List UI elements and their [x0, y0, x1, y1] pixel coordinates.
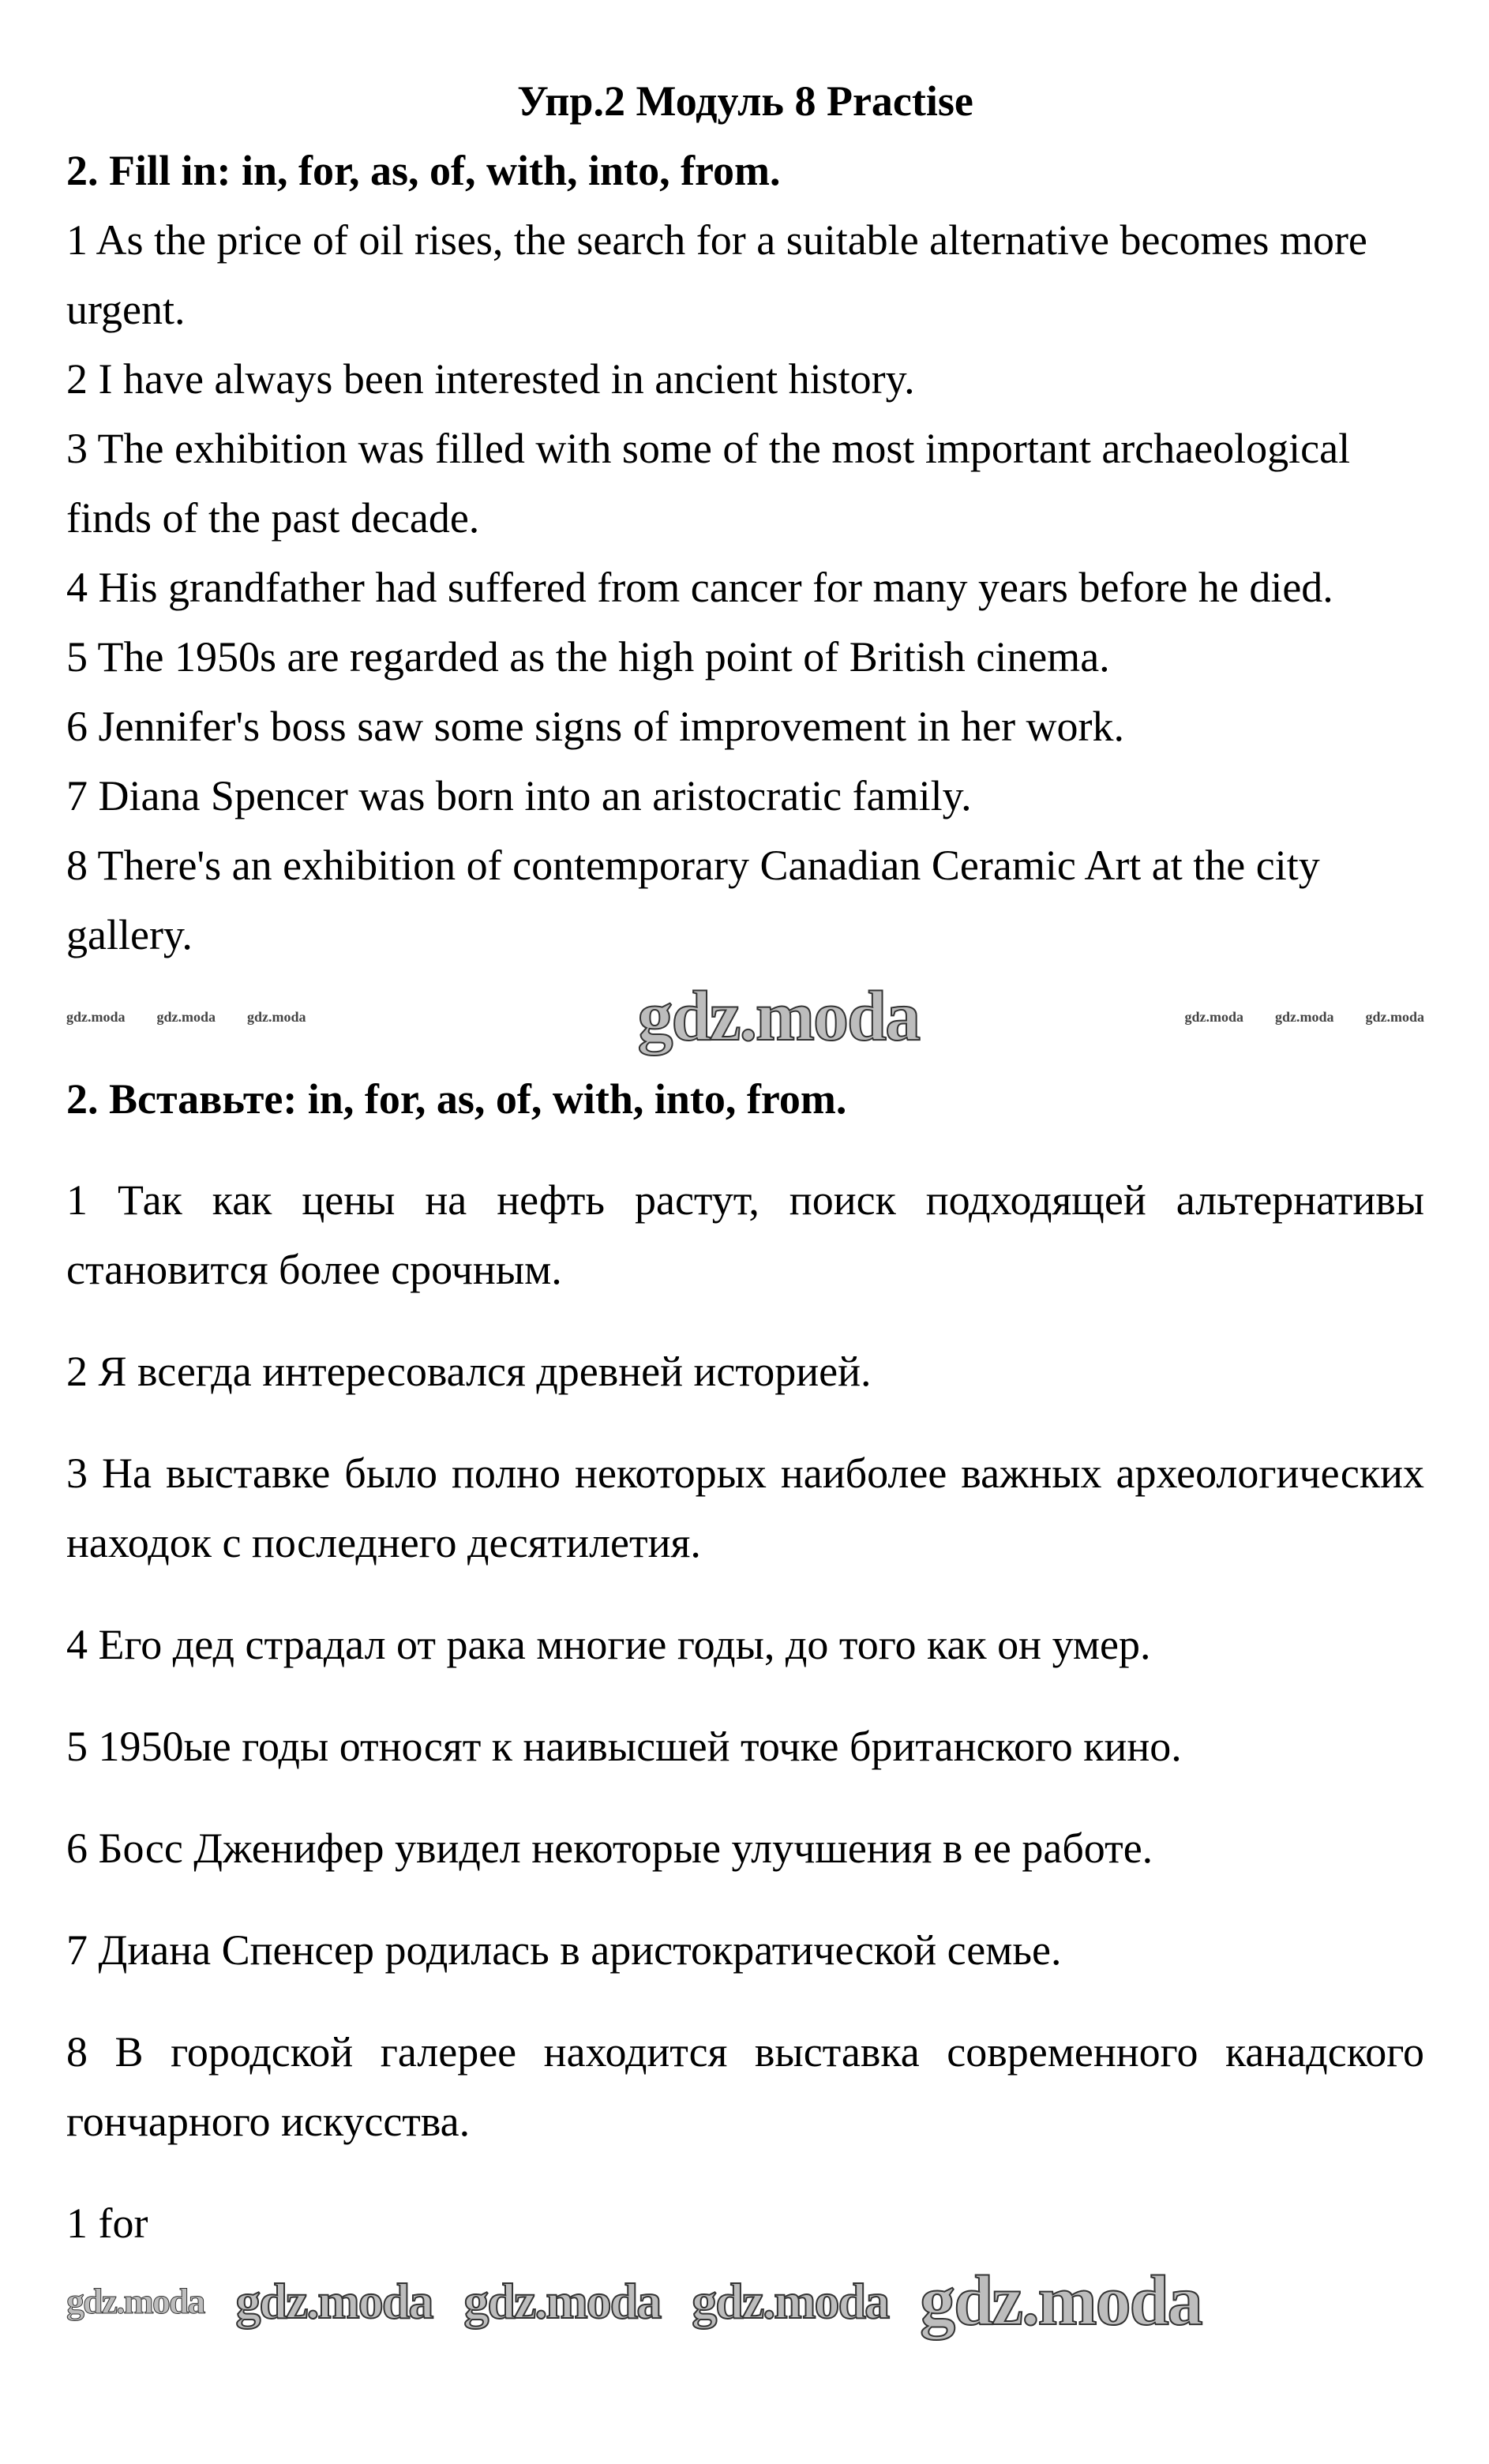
russian-item: 8 В городской галерее находится выставка современного канадского гончарного искусства. — [66, 2028, 1424, 2145]
russian-item: 6 Босс Дженифер увидел некоторые улучшения в ее работе. — [66, 1825, 1153, 1872]
watermark-row — [66, 2258, 1424, 2345]
russian-item: 5 1950ые годы относят к наивысшей точке британского кино. — [66, 1723, 1182, 1770]
watermark: gdz.moda — [463, 2273, 661, 2329]
watermark: gdz.moda — [637, 977, 920, 1056]
english-item: 6 Jennifer's boss saw some signs of improvement in her work. — [66, 703, 1125, 750]
watermark: gdz.moda — [1274, 1009, 1334, 1025]
watermark: gdz.moda — [692, 2273, 889, 2329]
russian-heading: 2. Вставьте: in, for, as, of, with, into, from. — [66, 1075, 847, 1123]
english-item: 7 Diana Spencer was born into an aristocratic family. — [66, 772, 972, 819]
english-item: 8 There's an exhibition of contemporary Canadian Ceramic Art at the city gallery. — [66, 842, 1320, 958]
russian-item: 4 Его дед страдал от рака многие годы, до того как он умер. — [66, 1621, 1151, 1668]
english-heading: 2. Fill in: in, for, as, of, with, into, from. — [66, 147, 781, 194]
watermark: gdz.moda — [920, 2262, 1202, 2340]
watermark: gdz.moda — [156, 1009, 216, 1025]
watermark: gdz.moda — [66, 1009, 126, 1025]
english-item: 4 His grandfather had suffered from cancer for many years before he died. — [66, 564, 1333, 611]
watermark-row — [66, 969, 1424, 1064]
watermark: gdz.moda — [66, 2281, 204, 2321]
watermark: gdz.moda — [247, 1009, 306, 1025]
watermark: gdz.moda — [235, 2273, 433, 2329]
russian-item: 7 Диана Спенсер родилась в аристократической семье. — [66, 1926, 1062, 1974]
russian-item: 2 Я всегда интересовался древней историей. — [66, 1348, 872, 1395]
russian-item: 3 На выставке было полно некоторых наиболее важных археологических находок с последнего десятилетия. — [66, 1450, 1424, 1566]
page-title: Упр.2 Модуль 8 Practise — [517, 77, 973, 125]
watermark: gdz.moda — [1365, 1009, 1424, 1025]
answer-text: 1 for — [66, 2200, 148, 2247]
english-item: 3 The exhibition was filled with some of the most important archaeological finds of the past decade. — [66, 425, 1351, 542]
watermark: gdz.moda — [1184, 1009, 1243, 1025]
english-item: 1 As the price of oil rises, the search for a suitable alternative becomes more urgent. — [66, 216, 1367, 333]
english-item: 5 The 1950s are regarded as the high point of British cinema. — [66, 633, 1110, 681]
russian-section — [66, 1064, 1424, 2156]
english-section — [66, 136, 1424, 969]
english-item: 2 I have always been interested in ancient history. — [66, 355, 915, 403]
document-page — [66, 66, 1424, 2345]
russian-item: 1 Так как цены на нефть растут, поиск подходящей альтернативы становится более срочным. — [66, 1176, 1424, 1293]
